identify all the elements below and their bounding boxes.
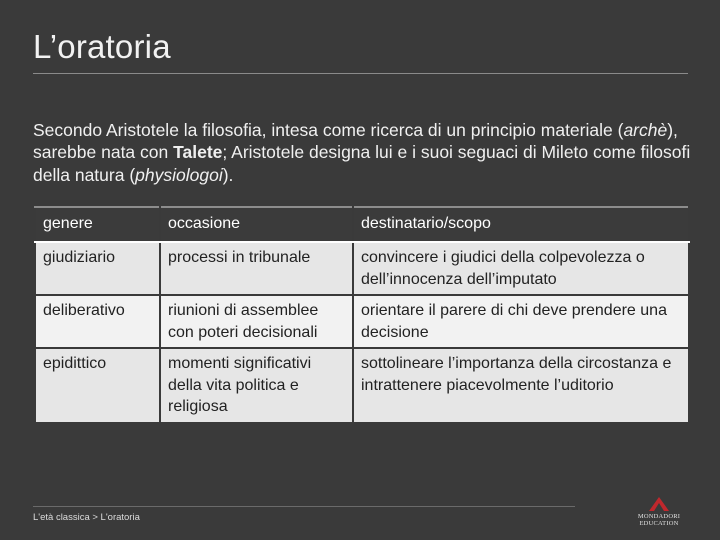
oratory-genres-table	[34, 206, 690, 424]
publisher-logo	[618, 497, 700, 527]
intro-text-3: ; Aristotele designa lui e i suoi seguaci di Mileto come filosofi della natura (	[33, 142, 691, 185]
table-row	[35, 242, 689, 295]
intro-term-physiologoi: physiologoi	[135, 164, 223, 185]
intro-name-talete: Talete	[173, 142, 223, 162]
header-occasione: occasione	[160, 207, 353, 242]
cell-scopo: orientare il parere di chi deve prendere una decisione	[353, 295, 689, 348]
footer-divider	[33, 506, 575, 507]
cell-genere: deliberativo	[35, 295, 160, 348]
title-divider	[33, 73, 688, 74]
intro-term-arche: archè	[623, 119, 668, 140]
logo-text: MONDADORI EDUCATION	[637, 513, 681, 527]
intro-text-4: ).	[222, 164, 234, 185]
cell-occasione: riunioni di assemblee con poteri decisionali	[160, 295, 353, 348]
header-genere: genere	[35, 207, 160, 242]
intro-paragraph	[33, 119, 693, 187]
cell-genere: epidittico	[35, 348, 160, 423]
intro-text-1: Secondo Aristotele la filosofia, intesa come ricerca di un principio materiale (	[33, 119, 624, 140]
cell-genere: giudiziario	[35, 242, 160, 295]
cell-occasione: momenti significativi della vita politica e religiosa	[160, 348, 353, 423]
table-row	[35, 295, 689, 348]
table-header-row	[35, 207, 689, 242]
cell-scopo: convincere i giudici della colpevolezza o dell’innocenza dell’imputato	[353, 242, 689, 295]
intro-text-2: ), sarebbe nata con	[33, 119, 678, 162]
footer-breadcrumb: L'età classica > L'oratoria	[33, 512, 140, 523]
slide-title: L’oratoria	[33, 28, 171, 65]
header-destinatario: destinatario/scopo	[353, 207, 689, 242]
cell-scopo: sottolineare l’importanza della circostanza e intrattenere piacevolmente l’uditorio	[353, 348, 689, 423]
cell-occasione: processi in tribunale	[160, 242, 353, 295]
table-row	[35, 348, 689, 423]
mondadori-logo-icon	[649, 497, 669, 511]
